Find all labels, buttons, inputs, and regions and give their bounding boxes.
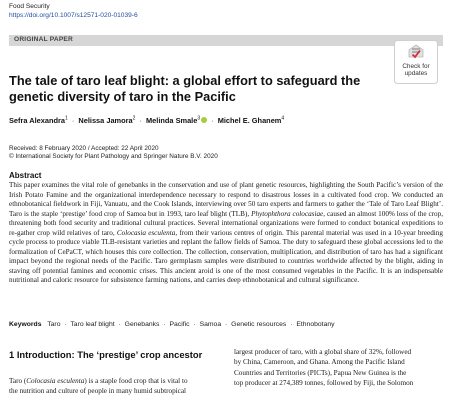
doi-link[interactable]: https://doi.org/10.1007/s12571-020-01039-6 (9, 12, 138, 19)
abstract-text: This paper examines the vital role of genebanks in the conservation and use of plant genetic resources, highlighting the South Pacific’s version of the Irish Potato Famine and the organizational interdependence necessary to respond to disastrous losses in a cultivated food crop. We conducted an ethnobotanical fieldwork in Fiji, Vanuatu, and the Cook Islands, interviewing over 50 taro experts and farmers to gather the ‘Tale of Taro Leaf Blight’. Taro is the staple ‘prestige’ food crop of Samoa but in 1993, taro leaf blight (TLB), Phytophthora colocasiae, caused an almost 100% loss of the crop, threatening both food security and traditional cultural practices. Several international organizations were formed to conduct botanical expeditions to re-gather crop wild relatives of taro, Colocasia esculenta, from their various centres of origin. This parental material was used in a 10-year breeding cycle process to produce viable TLB-resistant varieties and replant the fallow fields of Samoa. The duty to safeguard these global accessions led to the formalization of CePaCT, which houses this core collection. The collection, conservation, multiplication, and distribution of taro has had a significant impact beyond the regional needs of the Pacific. Taro germplasm samples were distributed to countries worldwide affected by the blight, aiding in staving off potential famines and economic crises. This ancient aroid is one of the most consumed vegetables in the Pacific. It is an indispensable nutritional and caloric resource for subsistence farming nations, and carries deep ethnobotanical and cultural significance. (9, 181, 444, 285)
check-for-updates-label[interactable] (394, 63, 438, 77)
author-3[interactable]: Melinda Smale$^3$ (146, 116, 207, 125)
keyword[interactable]: Samoa (199, 321, 222, 328)
author-2[interactable]: Nelissa Jamora$^2$ (78, 116, 136, 126)
article-type-band (9, 35, 443, 46)
section-heading: 1 Introduction: The ‘prestige’ crop ancestor (9, 349, 203, 360)
keywords: Keywords Taro · Taro leaf blight · Genebanks · Pacific · Samoa · Genetic resources · Ethnobotany (9, 321, 335, 328)
journal-name: Food Security (9, 3, 50, 10)
check-for-updates-badge[interactable] (394, 40, 438, 84)
copyright-notice: © International Society for Plant Pathology and Springer Nature B.V. 2020 (9, 153, 218, 160)
body-line: Taro (Colocasia esculenta) is a staple food crop that is vital to (9, 377, 188, 385)
author-4[interactable]: Michel E. Ghanem$^4$ (217, 116, 285, 126)
keyword[interactable]: Pacific (169, 321, 190, 328)
keyword[interactable]: Genetic resources (231, 321, 287, 328)
orcid-icon[interactable] (201, 117, 207, 123)
keyword[interactable]: Genebanks (124, 321, 160, 328)
badge-line-2: updates (404, 70, 428, 77)
article-title: The tale of taro leaf blight: a global effort to safeguard the genetic diversity of taro in the Pacific (9, 73, 361, 104)
body-column-right (234, 347, 443, 389)
body-line: top producer at 274,389 tonnes, followed by Fiji, the Solomon (234, 379, 414, 388)
author-separator: · (139, 116, 142, 126)
abstract-heading: Abstract (9, 171, 42, 180)
author-separator: · (211, 116, 214, 126)
keywords-label: Keywords (9, 321, 42, 328)
keyword[interactable]: Taro (47, 321, 61, 328)
author-1[interactable]: Sefra Alexandra$^1$ (9, 116, 68, 126)
body-column-left (9, 376, 218, 396)
keyword[interactable]: Taro leaf blight (70, 321, 115, 328)
keyword[interactable]: Ethnobotany (296, 321, 335, 328)
body-line: largest producer of taro, with a global share of 32%, followed (234, 348, 412, 356)
author-separator: · (71, 116, 75, 126)
body-line: Countries and Territories (PICTs), Papua New Guinea is the (234, 368, 407, 377)
body-line: by China, Cameroon, and Ghana. Among the Pacific Island (234, 358, 405, 367)
article-type-label: ORIGINAL PAPER (14, 36, 73, 43)
check-for-updates-icon (394, 40, 438, 84)
badge-line-1: Check for (402, 63, 430, 70)
received-accepted-dates: Received: 8 February 2020 / Accepted: 22 April 2020 (9, 145, 159, 152)
author-list (9, 116, 284, 125)
body-line: the nutrition and culture of people in many humid subtropical (9, 387, 187, 395)
